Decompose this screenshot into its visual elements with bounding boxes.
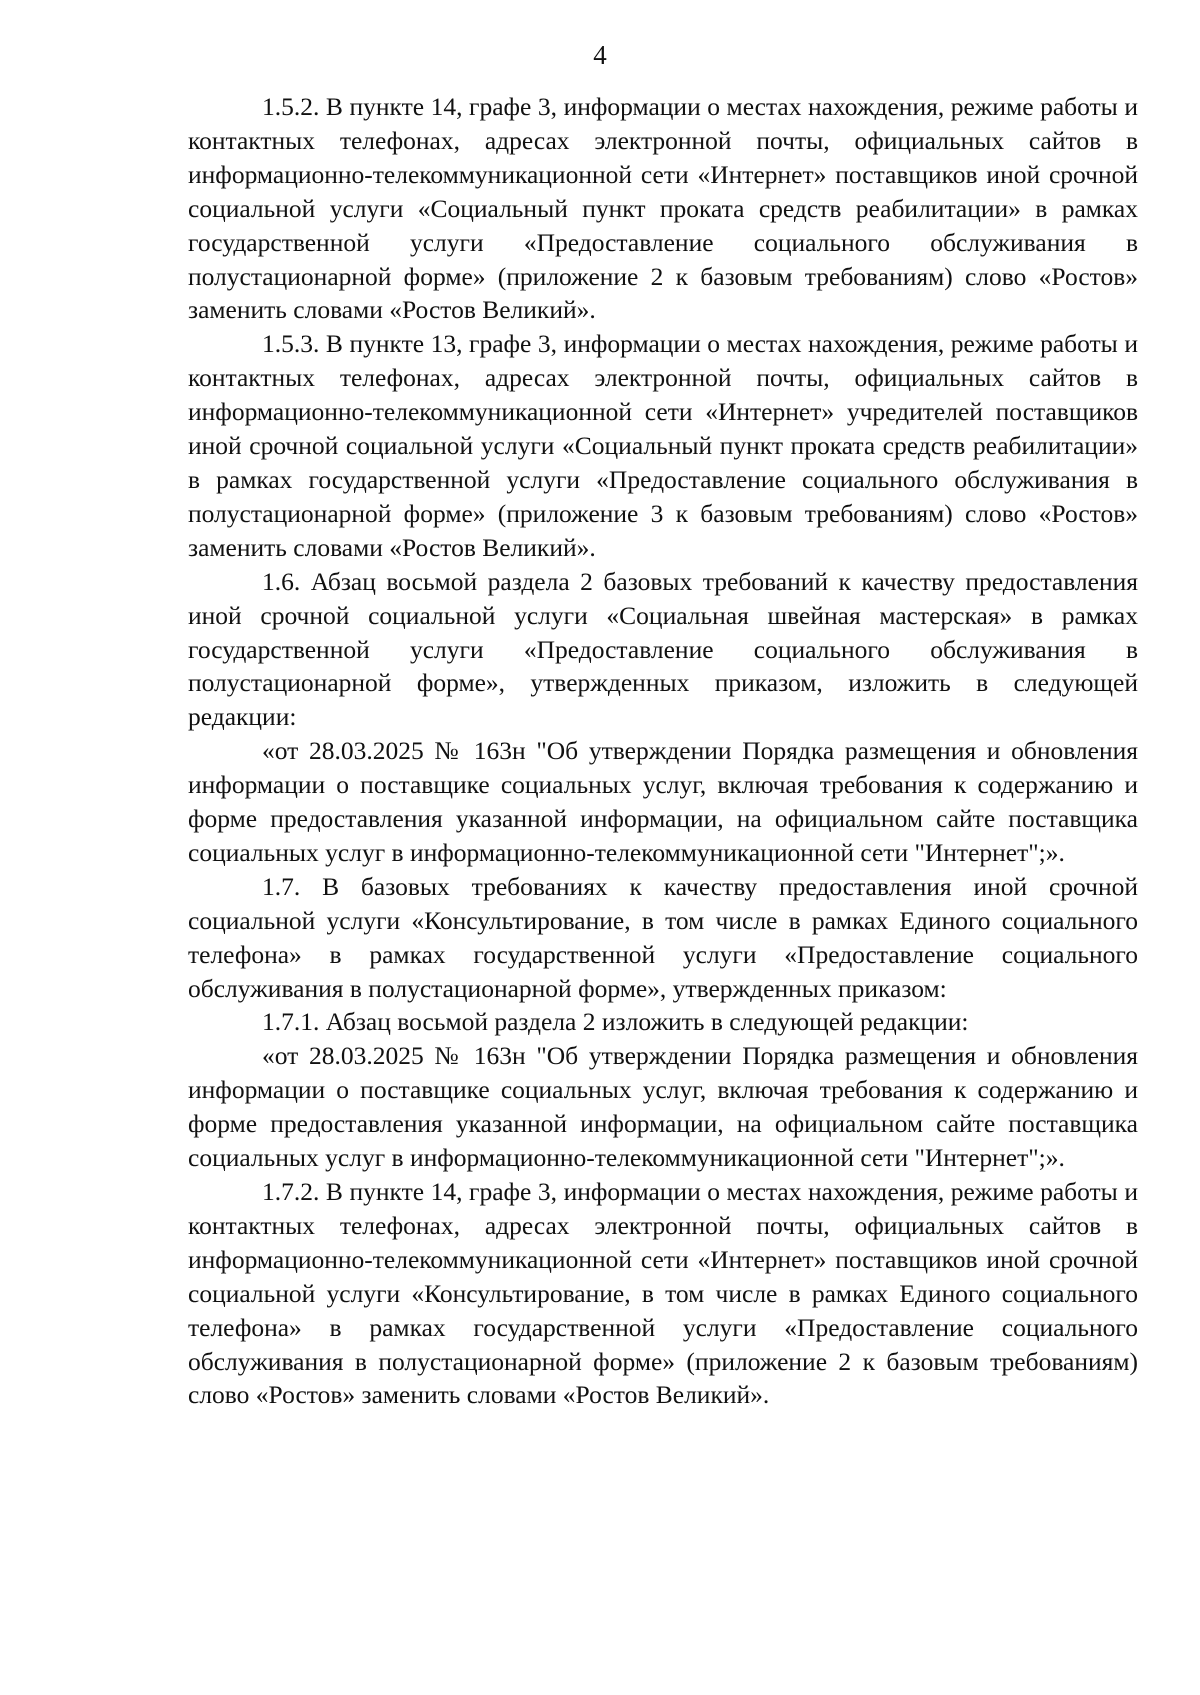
paragraph-1-7-1: 1.7.1. Абзац восьмой раздела 2 изложить в следующей редакции: [262,1007,969,1037]
paragraph-1-7: 1.7. В базовых требованиях к качеству предоставления иной срочной социальной услуги «Консультирование, в том числе в рамках Единого социального телефона» в рамках государственной услуги «Предоставление социального обслуживания в полустационарной форме», утвержденных приказом: [188,871,1138,1003]
quoted-paragraph-2: «от 28.03.2025 № 163н "Об утверждении Порядка размещения и обновления информации о поставщике социальных услуг, включая требования к содержанию и форме предоставления указанной информации, на официальном сайте поставщика социальных услуг в информационно-телекоммуникационной сети "Интернет";». [188,1041,1138,1173]
paragraph-1-5-3: 1.5.3. В пункте 13, графе 3, информации о местах нахождения, режиме работы и контактных телефонах, адресах электронной почты, официальных сайтов в информационно-телекоммуникационной сети «Интернет» учредителей поставщиков иной срочной социальной услуги «Социальный пункт проката средств реабилитации» в рамках государственной услуги «Предоставление социального обслуживания в полустационарной форме» (приложение 3 к базовым требованиям) слово «Ростов» заменить словами «Ростов Великий». [188,329,1138,562]
paragraph-1-7-2: 1.7.2. В пункте 14, графе 3, информации о местах нахождения, режиме работы и контактных телефонах, адресах электронной почты, официальных сайтов в информационно-телекоммуникационной сети «Интернет» поставщиков иной срочной социальной услуги «Консультирование, в том числе в рамках Единого социального телефона» в рамках государственной услуги «Предоставление социального обслуживания в полустационарной форме» (приложение 2 к базовым требованиям) слово «Ростов» заменить словами «Ростов Великий». [188,1177,1138,1410]
page-number: 4 [593,40,607,70]
paragraph-1-5-2: 1.5.2. В пункте 14, графе 3, информации о местах нахождения, режиме работы и контактных телефонах, адресах электронной почты, официальных сайтов в информационно-телекоммуникационной сети «Интернет» поставщиков иной срочной социальной услуги «Социальный пункт проката средств реабилитации» в рамках государственной услуги «Предоставление социального обслуживания в полустационарной форме» (приложение 2 к базовым требованиям) слово «Ростов» заменить словами «Ростов Великий». [188,92,1138,325]
document-body [188,90,1138,1412]
paragraph-1-6: 1.6. Абзац восьмой раздела 2 базовых требований к качеству предоставления иной срочной социальной услуги «Социальная швейная мастерская» в рамках государственной услуги «Предоставление социального обслуживания в полустационарной форме», утвержденных приказом, изложить в следующей редакции: [188,566,1138,732]
quoted-paragraph-1: «от 28.03.2025 № 163н "Об утверждении Порядка размещения и обновления информации о поставщике социальных услуг, включая требования к содержанию и форме предоставления указанной информации, на официальном сайте поставщика социальных услуг в информационно-телекоммуникационной сети "Интернет";». [188,736,1138,867]
